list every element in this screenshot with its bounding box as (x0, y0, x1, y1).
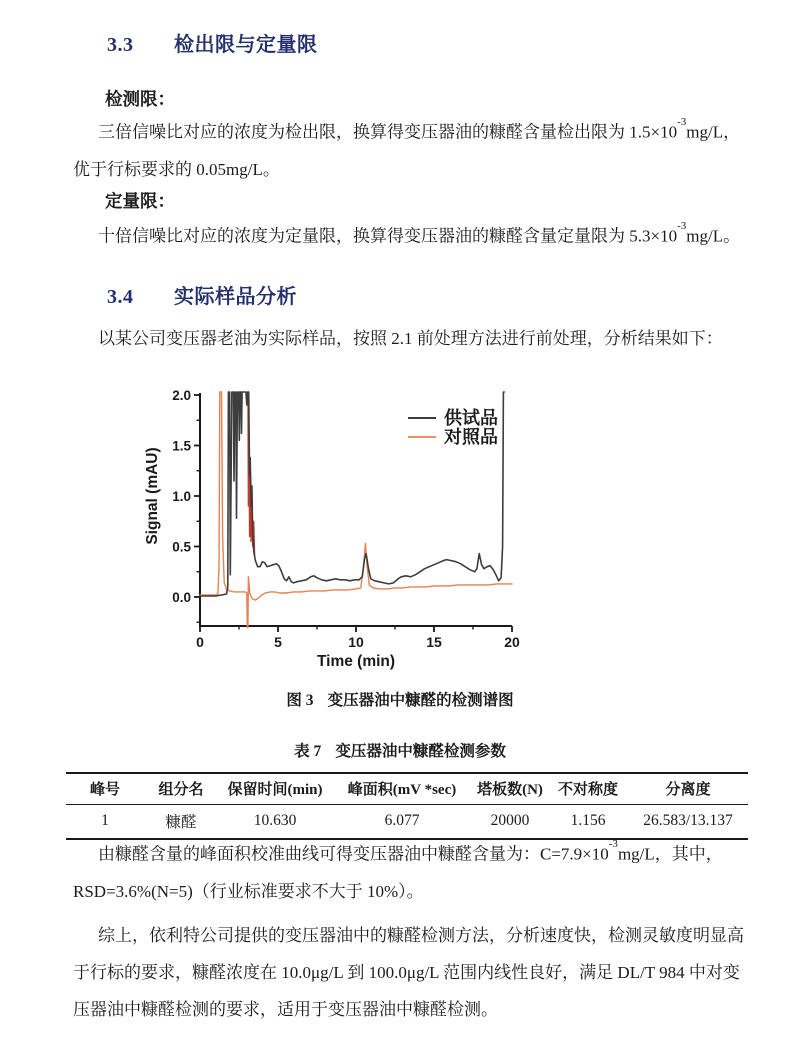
figure-caption-text: 变压器油中糠醛的检测谱图 (327, 692, 514, 709)
chromatogram-figure (135, 372, 575, 672)
chromatogram-chart (135, 372, 575, 672)
cell-component: 糠醛 (165, 814, 197, 831)
text-line (73, 214, 753, 255)
paragraph-conclusion (73, 917, 753, 1028)
x-tick-label: 20 (504, 634, 520, 650)
text-run: mg/L，其中， (617, 844, 723, 864)
x-axis-title: Time (min) (316, 653, 396, 670)
text-line (73, 110, 753, 151)
table-label: 表 7 (294, 743, 322, 760)
text-line: 以某公司变压器老油为实际样品，按照 2.1 前处理方法进行前处理，分析结果如下： (98, 329, 723, 348)
figure-label: 图 3 (286, 692, 314, 709)
section-title: 检出限与定量限 (174, 34, 318, 56)
paragraph-sample-intro (73, 320, 753, 357)
col-header-asymmetry: 不对称度 (548, 773, 628, 805)
legend-label: 对照品 (444, 427, 498, 447)
text-line: RSD=3.6%(N=5)（行业标准要求不大于 10%）。 (73, 881, 424, 901)
col-header-peak-no: 峰号 (66, 773, 144, 805)
col-header-resolution: 分离度 (628, 773, 748, 805)
cell-retention-time: 10.630 (253, 812, 297, 829)
table-caption-text: 变压器油中糠醛检测参数 (335, 743, 506, 760)
x-tick-label: 15 (426, 634, 442, 650)
x-tick-label: 10 (348, 634, 364, 650)
paragraph-detection-limit (73, 110, 753, 188)
superscript-exponent: -3 (677, 116, 687, 128)
col-header-retention-time: 保留时间(min) (218, 773, 332, 805)
legend-label: 供试品 (444, 408, 498, 428)
text-run: mg/L， (686, 122, 741, 142)
cell-resolution: 26.583/13.137 (643, 812, 733, 829)
section-number: 3.4 (107, 286, 134, 308)
text-line: 综上，依利特公司提供的变压器油中的糠醛检测方法，分析速度快，检测灵敏度明显高 (98, 926, 744, 945)
col-header-component: 组分名 (144, 773, 218, 805)
text-line: 压器油中糠醛检测的要求，适用于变压器油中糠醛检测。 (73, 1000, 498, 1019)
col-header-peak-area: 峰面积(mV *sec) (332, 773, 472, 805)
section-heading-3-4 (107, 280, 297, 309)
x-tick-label: 5 (274, 634, 282, 650)
cell-asymmetry: 1.156 (570, 812, 606, 829)
y-tick-label: 1.5 (172, 438, 191, 454)
y-tick-label: 1.0 (172, 489, 191, 504)
parameters-table (66, 772, 748, 840)
text-run: mg/L。 (686, 226, 741, 246)
cell-peak-area: 6.077 (384, 812, 420, 829)
section-number: 3.3 (107, 34, 134, 56)
table-caption (0, 739, 800, 761)
paragraph-quant-limit (73, 214, 753, 255)
quant-limit-label: 定量限： (105, 191, 175, 211)
superscript-exponent: -3 (677, 220, 687, 232)
col-header-plates: 塔板数(N) (472, 773, 548, 805)
cell-peak-no: 1 (101, 812, 109, 829)
text-run: 三倍信噪比对应的浓度为检出限，换算得变压器油的糠醛含量检出限为 1.5×10 (98, 122, 678, 142)
text-run: 由糠醛含量的峰面积校准曲线可得变压器油中糠醛含量为：C=7.9×10 (98, 844, 609, 864)
text-line: 优于行标要求的 0.05mg/L。 (73, 159, 280, 179)
cell-plates: 20000 (490, 812, 530, 829)
table-header-row (66, 773, 748, 805)
y-axis-title: Signal (mAU) (144, 447, 161, 545)
paragraph-result (73, 832, 753, 910)
y-tick-label: 0.0 (172, 590, 191, 605)
superscript-exponent: -3 (608, 838, 618, 850)
text-line (73, 832, 753, 873)
x-tick-label: 0 (196, 634, 204, 650)
figure-caption (0, 688, 800, 710)
section-title: 实际样品分析 (174, 286, 297, 308)
y-tick-label: 2.0 (172, 388, 191, 403)
text-line: 于行标的要求，糠醛浓度在 10.0μg/L 到 100.0μg/L 范围内线性良好，满足 DL/T 984 中对变 (73, 963, 740, 982)
text-run: 十倍信噪比对应的浓度为定量限，换算得变压器油的糠醛含量定量限为 5.3×10 (98, 226, 678, 246)
detection-limit-label: 检测限： (105, 89, 175, 109)
section-heading-3-3 (107, 28, 318, 57)
y-tick-label: 0.5 (172, 539, 191, 555)
